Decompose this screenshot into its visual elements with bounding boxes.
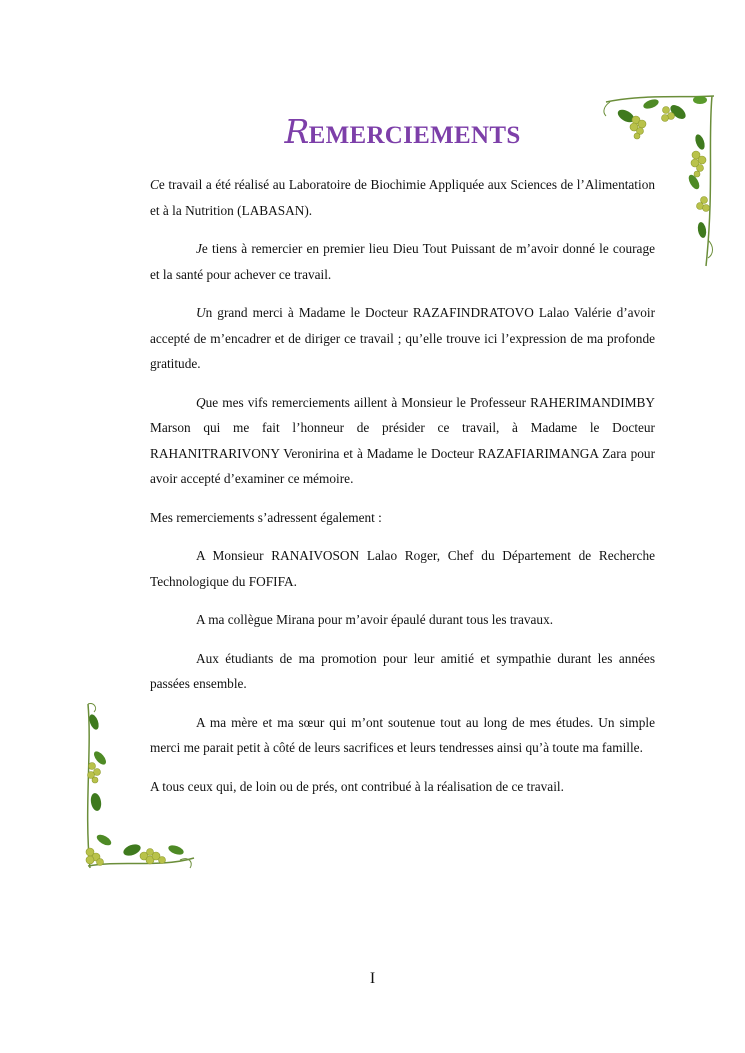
paragraph-laboratory: Ce travail a été réalisé au Laboratoire de Biochimie Appliquée aux Sciences de l’Alimentation et à la Nutrition (LABASAN). bbox=[150, 177, 655, 218]
paragraph-initial: C bbox=[150, 177, 159, 192]
page-number: I bbox=[369, 970, 376, 987]
paragraph-also-thanks: Mes remerciements s’adressent également : bbox=[150, 509, 382, 525]
page-title bbox=[150, 112, 655, 151]
paragraph-initial: J bbox=[196, 241, 202, 256]
paragraph-thanks-everyone: A tous ceux qui, de loin ou de prés, ont contribué à la réalisation de ce travail. bbox=[150, 778, 564, 794]
paragraph-initial: U bbox=[196, 305, 206, 320]
acknowledgements-body bbox=[150, 172, 655, 812]
title-text: EMERCIEMENTS bbox=[308, 122, 521, 149]
paragraph-initial: Q bbox=[196, 394, 206, 410]
title-decorative-initial: R bbox=[284, 112, 310, 151]
paragraph-thanks-students: Aux étudiants de ma promotion pour leur amitié et sympathie durant les années passées ensemble. bbox=[150, 650, 655, 691]
paragraph-thanks-god: Je tiens à remercier en premier lieu Dieu Tout Puissant de m’avoir donné le courage et la santé pour achever ce travail. bbox=[150, 241, 655, 282]
paragraph-thanks-family: A ma mère et ma sœur qui m’ont soutenue tout au long de mes études. Un simple merci me parait petit à côté de leurs sacrifices et leurs tendresses ainsi qu’à toute ma famille. bbox=[150, 714, 655, 755]
paragraph-thanks-department-head: A Monsieur RANAIVOSON Lalao Roger, Chef du Département de Recherche Technologique du FOFIFA. bbox=[150, 548, 655, 589]
paragraph-thanks-supervisor: Un grand merci à Madame le Docteur RAZAFINDRATOVO Lalao Valérie d’avoir accepté de m’encadrer et de diriger ce travail ; qu’elle trouve ici l’expression de ma profonde gratitude. bbox=[150, 305, 655, 371]
paragraph-thanks-jury: Que mes vifs remerciements aillent à Monsieur le Professeur RAHERIMANDIMBY Marson qui me fait l’honneur de présider ce travail, à Madame le Docteur RAHANITRARIVONY Veronirina et à Madame le Docteur RAZAFIARIMANGA Zara pour avoir accepté d’examiner ce mémoire. bbox=[150, 394, 655, 486]
paragraph-thanks-colleague: A ma collègue Mirana pour m’avoir épaulé durant tous les travaux. bbox=[196, 612, 554, 627]
